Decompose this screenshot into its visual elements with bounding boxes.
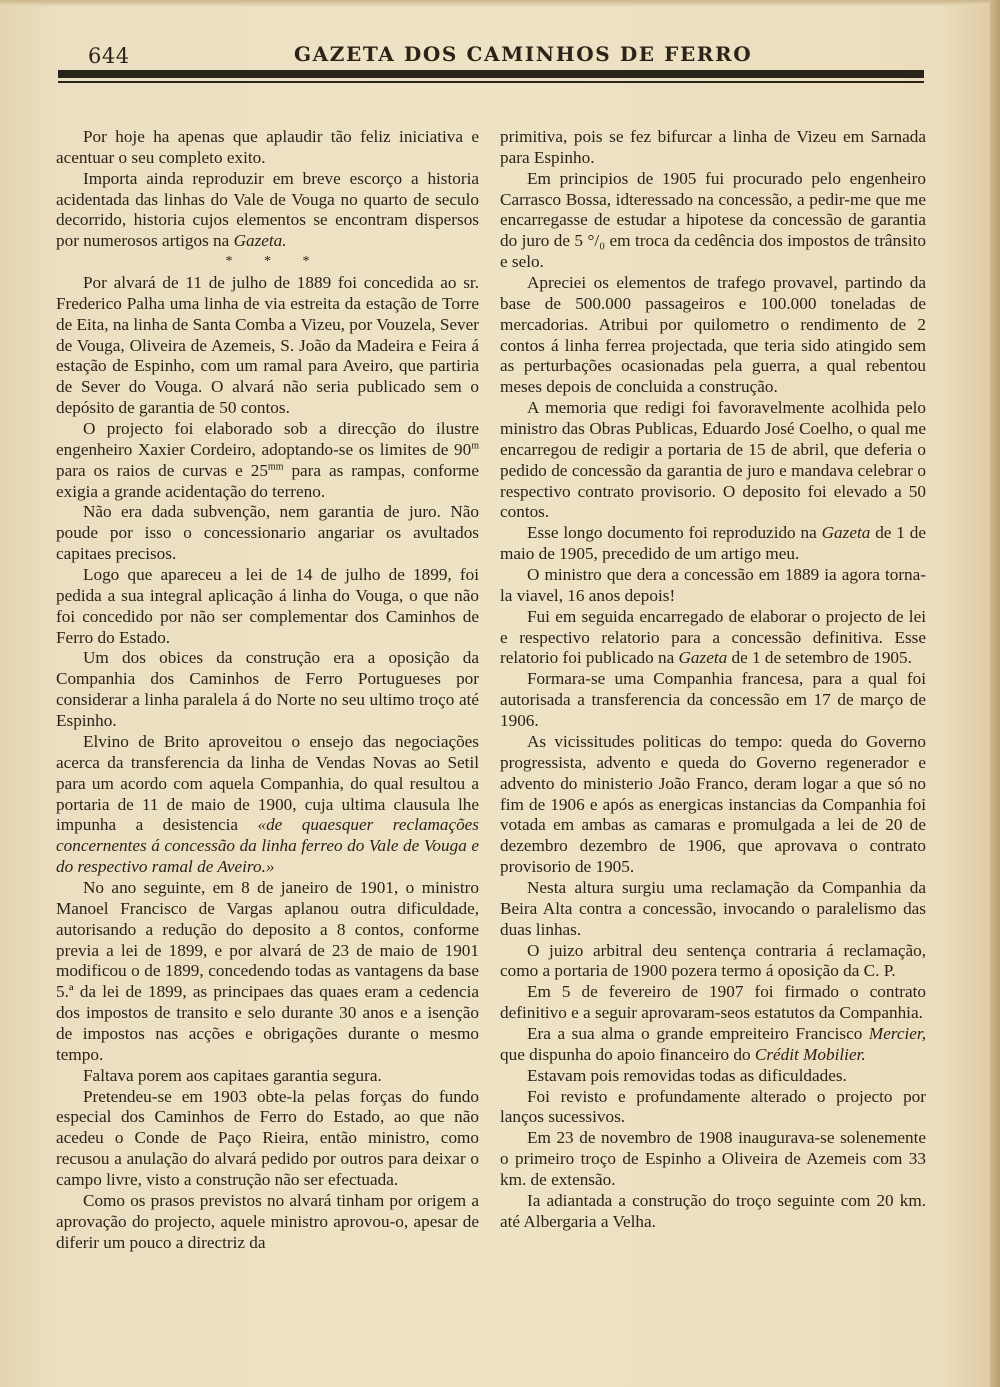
section-separator: * * * [225, 254, 324, 270]
italic-text: Crédit Mobilier. [754, 1044, 866, 1064]
paragraph-text: Importa ainda reproduzir em breve escorço a historia acidentada das linhas do Vale de Vouga no quarto de seculo decorrido, historia cujos elementos se encontram dispersos por numerosos artigos na [56, 168, 479, 251]
paragraph: Como os prasos previstos no alvará tinham por origem a aprovação do projecto, aquele ministro aprovou-o, apesar de diferir um pouco a directriz da [56, 1190, 479, 1252]
paragraph-text: Elvino de Brito aproveitou o ensejo das negociações acerca da transferencia da linha de Vendas Novas ao Setil para um acordo com aquela Companhia, do qual resultou a portaria de 11 de maio de 1900, cuja ultima clausula lhe impunha a desistencia [56, 731, 479, 835]
paragraph: Em 5 de fevereiro de 1907 foi firmado o contrato definitivo e a seguir aprovaram-seos estatutos da Companhia. [500, 982, 926, 1023]
italic-text: Gazeta [821, 523, 871, 543]
paragraph: Ia adiantada a construção do troço seguinte com 20 km. até Albergaria a Velha. [500, 1190, 926, 1231]
paragraph: primitiva, pois se fez bifurcar a linha de Vizeu em Sarnada para Espinho. [500, 127, 926, 167]
header-rule-thick [58, 70, 924, 78]
paragraph-text: de 1 de maio de 1905, precedido de um artigo meu. [500, 523, 926, 564]
paragraph-text: que dispunha do apoio financeiro do [500, 1044, 755, 1064]
paragraph: No ano seguinte, em 8 de janeiro de 1901, o ministro Manoel Francisco de Vargas aplanou outra dificuldade, autorisando a redução do deposito a 8 contos, conforme previa a lei de 1899, e por alvará de 23 de maio de 1901 modificou o de 1899, concedendo todas as vantagens da base 5.ª da lei de 1899, as principaes das quaes eram a cedencia dos impostos de transito e selo durante 30 anos e a isenção de impostos nas acções e obrigações durante o mesmo tempo. [56, 877, 479, 1064]
paragraph: Em principios de 1905 fui procurado pelo engenheiro Carrasco Bossa, idteressado na concessão, a pedir-me que me encarregasse de estudar a hipotese da concessão de garantia do juro de 5 °/₀ em troca da cedência dos impostos de trânsito e selo. [500, 168, 926, 272]
paragraph: O juizo arbitral deu sentença contraria á reclamação, como a portaria de 1900 pozera termo á oposição da C. P. [500, 940, 926, 981]
paragraph [56, 419, 479, 502]
paragraph: Um dos obices da construção era a oposição da Companhia dos Caminhos de Ferro Portugueses por considerar a linha paralela á do Norte no seu ultimo troço até Espinho. [56, 648, 479, 731]
paragraph: Por hoje ha apenas que aplaudir tão feliz iniciativa e acentuar o seu completo exito. [56, 127, 479, 167]
paragraph: Não era dada subvenção, nem garantia de juro. Não poude por isso o concessionario angariar os avultados capitaes precisos. [56, 502, 479, 564]
paragraph-text: de 1 de setembro de 1905. [727, 648, 912, 668]
paragraph: Em 23 de novembro de 1908 inaugurava-se solenemente o primeiro troço de Espinho a Oliveira de Azemeis com 33 km. de extensão. [500, 1128, 926, 1189]
superscript: m [471, 440, 479, 452]
paragraph: Nesta altura surgiu uma reclamação da Companhia da Beira Alta contra a concessão, invocando o paralelismo das duas linhas. [500, 877, 926, 939]
paragraph [56, 169, 479, 252]
paragraph: Pretendeu-se em 1903 obte-la pelas forças do fundo especial dos Caminhos de Ferro do Estado, ao que não acedeu o Conde de Paço Rieira, então ministro, como recusou a anulação do alvará pedido por outros para deixar o campo livre, visto a construção não ser efectuada. [56, 1086, 479, 1189]
paragraph: Foi revisto e profundamente alterado o projecto por lanços sucessivos. [500, 1086, 926, 1127]
paragraph-text: Esse longo documento foi reproduzido na [527, 523, 822, 543]
paragraph [500, 1024, 926, 1066]
paragraph: A memoria que redigi foi favoravelmente acolhida pelo ministro das Obras Publicas, Eduardo José Coelho, o qual me encarregou de redigir a portaria de 15 de abril, que deferia o pedido de concessão da garantia de juro e mandava celebrar o respectivo contrato provisorio. O deposito foi elevado a 50 contos. [500, 398, 926, 522]
header-rule-thin [58, 81, 924, 83]
paragraph [56, 732, 479, 878]
paragraph: Apreciei os elementos de trafego provavel, partindo da base de 500.000 passageiros e 100.000 toneladas de mercadorias. Atribui por quilometro o rendimento de 2 contos á linha ferrea projectada, que teria sido atingido sem as perturbações ocasionadas pela guerra, a qual rebentou meses depois de concluida a construção. [500, 273, 926, 397]
page-header [58, 40, 924, 70]
running-title: GAZETA DOS CAMINHOS DE FERRO [294, 42, 753, 66]
paragraph-text: Era a sua alma o grande empreiteiro Francisco [527, 1023, 869, 1043]
paragraph: Faltava porem aos capitaes garantia segura. [83, 1065, 382, 1085]
superscript: mm [267, 461, 284, 473]
paragraph-text: para os raios de curvas e 25 [56, 460, 268, 480]
page-top-edge [0, 0, 1000, 6]
italic-text: Gazeta [678, 648, 728, 668]
italic-quote: «de quaesquer reclamações concernentes á concessão da linha ferreo do Vale de Vouga e do respectivo ramal de Aveiro.» [56, 815, 479, 877]
paragraph-text: Fui em seguida encarregado de elaborar o projecto de lei e respectivo relatorio para a concessão definitiva. Esse relatorio foi publicado na [500, 606, 926, 668]
paragraph [500, 607, 926, 670]
italic-text: Gazeta. [233, 231, 287, 251]
left-column [56, 127, 479, 1253]
right-column [500, 127, 926, 1233]
italic-text: Mercier, [868, 1023, 926, 1043]
paragraph: Por alvará de 11 de julho de 1889 foi concedida ao sr. Frederico Palha uma linha de via estreita da estação de Torre de Eita, na linha de Santa Comba a Vizeu, por Vouzela, Sever de Vouga, Oliveira de Azemeis, S. João da Madeira e Feira á estação de Espinho, com um ramal para Aveiro, que partiria de Sever do Vouga. O alvará não seria publicado sem o depósito de garantia de 50 contos. [56, 273, 479, 418]
paragraph: O ministro que dera a concessão em 1889 ia agora torna-la viavel, 16 anos depois! [500, 565, 926, 605]
paragraph [500, 523, 926, 565]
paragraph-text: para as rampas, conforme exigia a grande acidentação do terreno. [56, 460, 479, 501]
paragraph: Logo que apareceu a lei de 14 de julho de 1899, foi pedida a sua integral aplicação á linha do Vouga, o que não foi concedido por não ser complementar dos Caminhos de Ferro do Estado. [56, 565, 479, 647]
page-number: 644 [88, 44, 130, 68]
page-right-edge [990, 0, 1000, 1387]
paragraph: As vicissitudes politicas do tempo: queda do Governo progressista, advento e queda do Governo regenerador e advento do ministerio João Franco, deram logar a que só no fim de 1906 e após as energicas instancias da Companhia foi votada em ambas as camaras e promulgada a lei de 20 de dezembro dezembro de 1906, que aprovava o contrato provisorio de 1905. [500, 731, 926, 877]
paragraph: Formara-se uma Companhia francesa, para a qual foi autorisada a transferencia da concessão em 17 de março de 1906. [500, 669, 926, 731]
paragraph-text: O projecto foi elaborado sob a direcção do ilustre engenheiro Xaxier Cordeiro, adoptando-se os limites de 90 [56, 419, 479, 459]
paragraph: Estavam pois removidas todas as dificuldades. [527, 1065, 847, 1085]
